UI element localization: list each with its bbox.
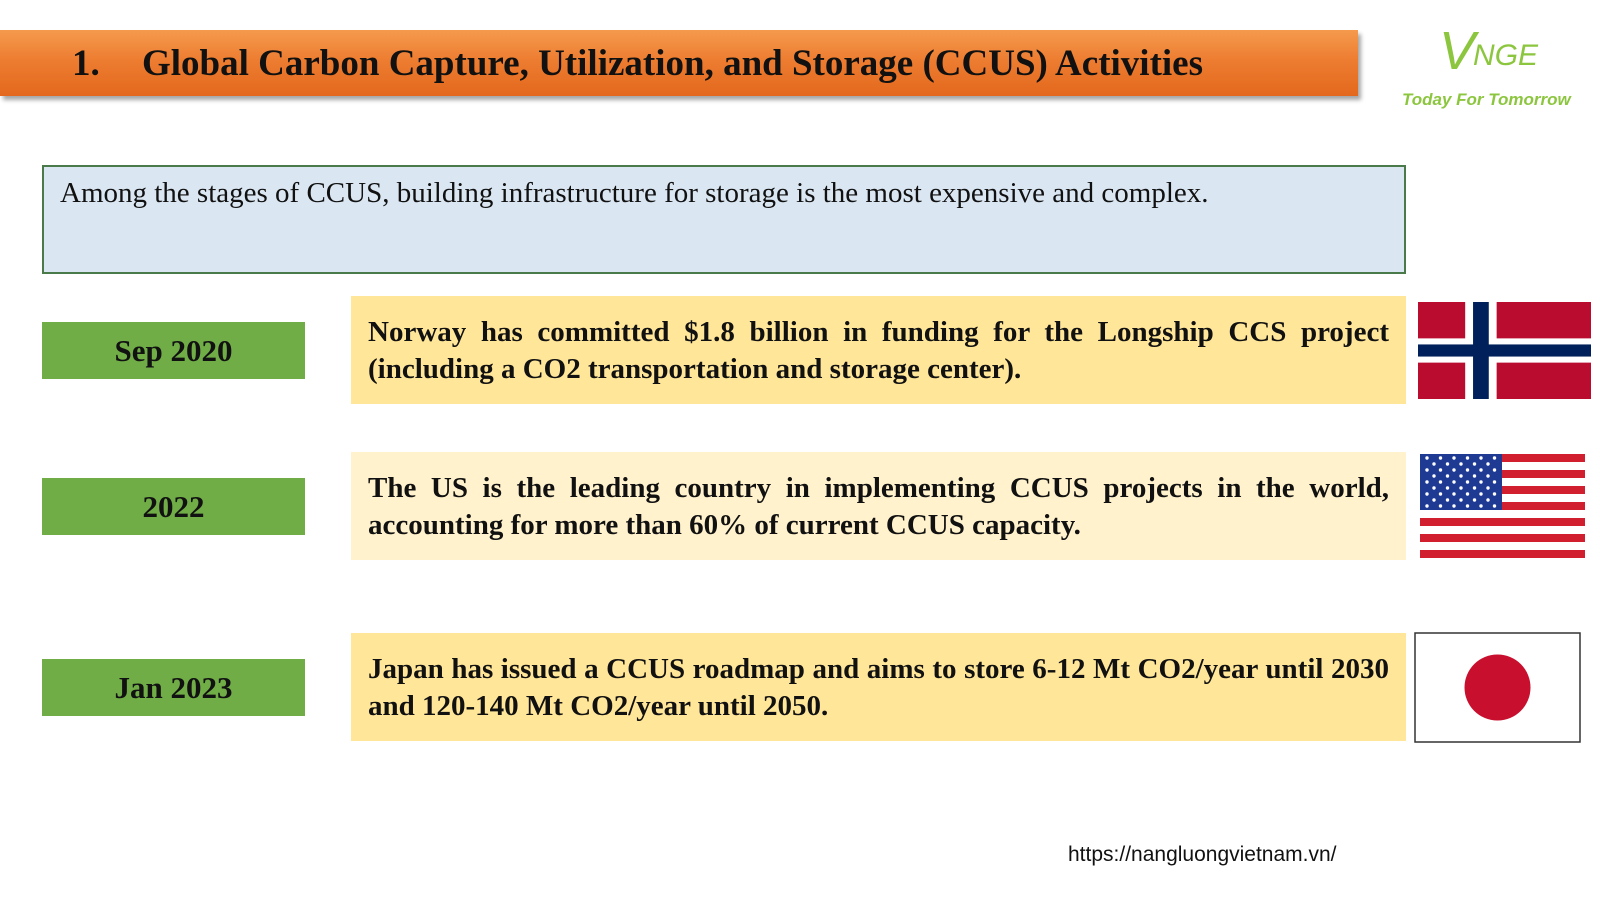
logo-mark-rest: NGE [1473,39,1539,72]
timeline-text: The US is the leading country in implementing CCUS projects in the world, accounting for more than 60% of current CCUS capacity. [368,472,1389,541]
us-flag-icon [1420,454,1585,558]
us-flag-star [1486,462,1489,465]
us-flag-star [1425,492,1428,495]
us-flag-star [1473,486,1476,489]
title-bar [0,30,1358,96]
section-number: 1. [72,42,100,84]
us-flag-star [1493,492,1496,495]
us-flag-star [1432,486,1435,489]
us-flag-star [1486,486,1489,489]
date-badge-sep-2020 [42,322,305,379]
us-flag-star [1493,456,1496,459]
us-flag-star [1452,492,1455,495]
us-flag-star [1466,492,1469,495]
timeline-text-japan [351,633,1406,741]
us-flag-star [1459,486,1462,489]
us-flag-star [1452,480,1455,483]
us-flag-star [1466,456,1469,459]
timeline-text-us [351,452,1406,560]
us-flag-star [1479,480,1482,483]
us-flag-star [1459,498,1462,501]
us-flag-star [1473,474,1476,477]
us-flag-star [1459,462,1462,465]
us-flag-star [1493,504,1496,507]
us-flag-star [1479,468,1482,471]
us-flag-stripe [1420,518,1585,526]
us-flag-star [1493,480,1496,483]
norway-flag-icon [1418,302,1591,399]
us-flag-star [1493,468,1496,471]
us-flag-star [1439,504,1442,507]
date-badge-2022 [42,478,305,535]
intro-text: Among the stages of CCUS, building infrastructure for storage is the most expensive and complex. [60,177,1209,209]
us-flag-stripe [1420,550,1585,558]
us-flag-star [1486,474,1489,477]
us-flag-star [1439,456,1442,459]
page-title: Global Carbon Capture, Utilization, and Storage (CCUS) Activities [142,42,1204,84]
us-flag-star [1432,498,1435,501]
us-flag-star [1446,474,1449,477]
date-label: Jan 2023 [114,669,233,705]
us-flag-star [1479,456,1482,459]
us-flag-star [1439,480,1442,483]
us-flag-star [1473,462,1476,465]
logo-mark-v: V [1439,21,1474,81]
us-flag-star [1432,462,1435,465]
us-flag-star [1479,504,1482,507]
date-label: Sep 2020 [114,332,233,368]
us-flag-star [1452,456,1455,459]
japan-flag-icon [1414,632,1581,743]
us-flag-star [1459,474,1462,477]
us-flag-star [1466,504,1469,507]
us-flag-star [1486,498,1489,501]
logo-mark [1439,20,1538,82]
us-flag-star [1479,492,1482,495]
us-flag-star [1425,468,1428,471]
us-flag-star [1452,468,1455,471]
us-flag-star [1452,504,1455,507]
timeline-text: Norway has committed $1.8 billion in funding for the Longship CCS project (including a CO2 transportation and storage center). [368,316,1389,385]
us-flag-star [1425,480,1428,483]
us-flag-star [1466,480,1469,483]
timeline-text-norway [351,296,1406,404]
us-flag-star [1466,468,1469,471]
us-flag-star [1446,498,1449,501]
intro-box [42,165,1406,274]
us-flag-star [1446,486,1449,489]
us-flag-star [1425,456,1428,459]
logo-tagline: Today For Tomorrow [1402,90,1571,109]
us-flag-star [1439,468,1442,471]
us-flag-stripe [1420,534,1585,542]
date-label: 2022 [142,488,205,524]
us-flag-star [1432,474,1435,477]
timeline-text: Japan has issued a CCUS roadmap and aims to store 6-12 Mt CO2/year until 2030 and 120-140 Mt CO2/year until 2050. [368,653,1389,722]
source-url[interactable]: https://nangluongvietnam.vn/ [1068,843,1337,866]
vnge-logo [1395,18,1585,118]
us-flag-star [1425,504,1428,507]
us-flag-star [1446,462,1449,465]
date-badge-jan-2023 [42,659,305,716]
us-flag-star [1473,498,1476,501]
us-flag-star [1439,492,1442,495]
